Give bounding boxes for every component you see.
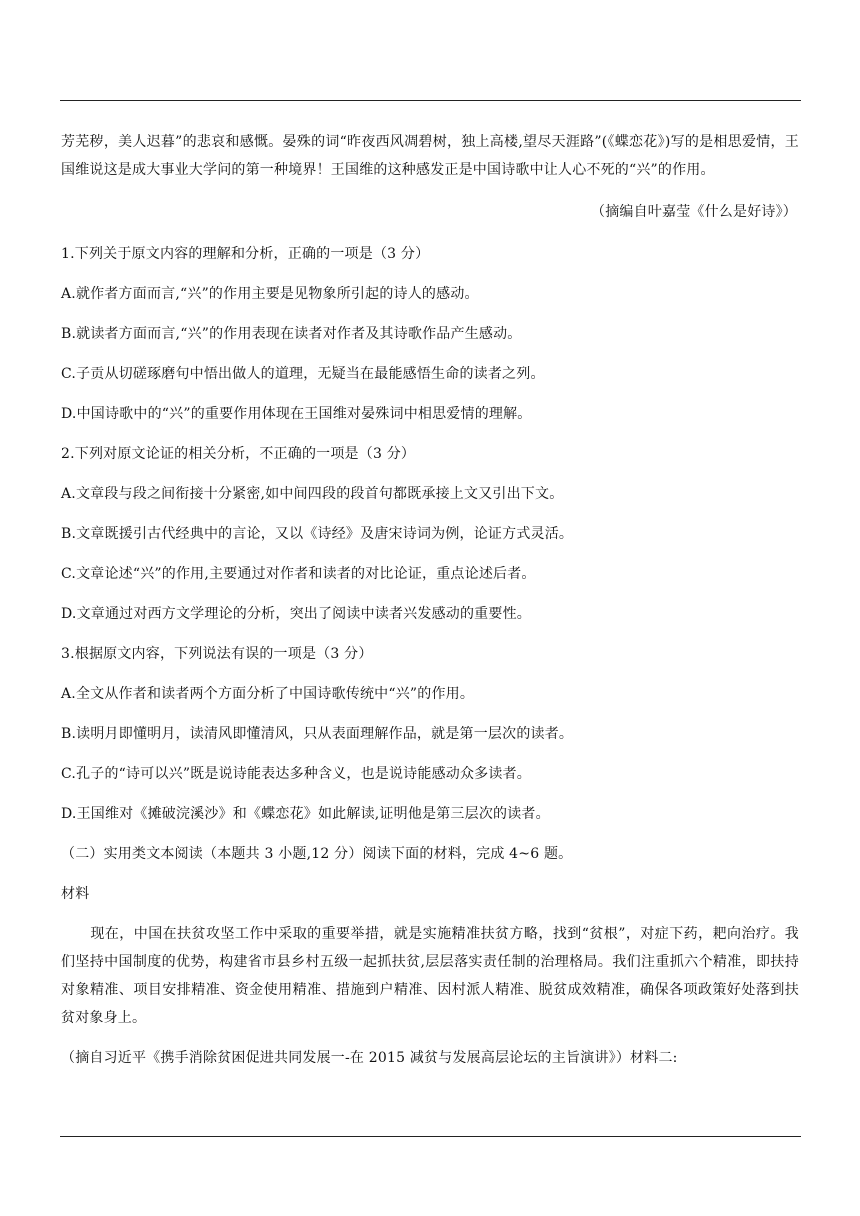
material-paragraph: 现在，中国在扶贫攻坚工作中采取的重要举措，就是实施精准扶贫方略，找到“贫根”，对症下药，耙向治疗。我们坚持中国制度的优势，构建省市县乡村五级一起抓扶贫,层层落实责任制的治理格局。我们注重抓六个精准，即扶持对象精准、项目安排精准、资金使用精准、措施到户精准、因村派人精准、脱贫成效精准，确保各项政策好处落到扶贫对象身上。: [61, 926, 799, 1026]
material-source-line: （摘自习近平《携手消除贫困促进共同发展一-在 2015 减贫与发展高层论坛的主旨演讲》）材料二:: [61, 1050, 678, 1066]
option-c: C.孔子的“诗可以兴”既是说诗能表达多种含义，也是说诗能感动众多读者。: [61, 766, 531, 782]
source-citation: （摘编自叶嘉莹《什么是好诗》）: [591, 204, 797, 220]
material-label: 材料: [61, 886, 90, 902]
document-body: [61, 128, 799, 1072]
option-c: C.文章论述“兴”的作用,主要通过对作者和读者的对比论证，重点论述后者。: [61, 566, 536, 582]
question-1: [61, 226, 799, 428]
option-a: A.全文从作者和读者两个方面分析了中国诗歌传统中“兴”的作用。: [61, 686, 475, 702]
intro-paragraph: 芳芜秽，美人迟暮”的悲哀和感慨。晏殊的词“昨夜西风凋碧树，独上高楼,望尽天涯路”(《蝶恋花》)写的是相思爱情，王国维说这是成大事业大学问的第一种境界！王国维的这种感发正是中国诗歌中让人心不死的“兴”的作用。: [61, 134, 799, 178]
question-3: [61, 628, 799, 828]
question-stem: 1.下列关于原文内容的理解和分析，正确的一项是（3 分）: [61, 246, 430, 262]
option-c: C.子贡从切磋琢磨句中悟出做人的道理，无疑当在最能感悟生命的读者之列。: [61, 366, 545, 382]
question-stem: 2.下列对原文论证的相关分析，不正确的一项是（3 分）: [61, 446, 416, 462]
section-heading: （二）实用类文本阅读（本题共 3 小题,12 分）阅读下面的材料，完成 4~6 题。: [61, 846, 573, 862]
option-b: B.读明月即懂明月，读清风即懂清风，只从表面理解作品，就是第一层次的读者。: [61, 726, 574, 742]
option-d: D.文章通过对西方文学理论的分析，突出了阅读中读者兴发感动的重要性。: [61, 606, 531, 622]
question-stem: 3.根据原文内容，下列说法有误的一项是（3 分）: [61, 646, 373, 662]
footer-rule: [60, 1136, 801, 1137]
option-b: B.文章既援引古代经典中的言论，又以《诗经》及唐宋诗词为例，论证方式灵活。: [61, 526, 574, 542]
option-d: D.王国维对《摊破浣溪沙》和《蝶恋花》如此解读,证明他是第三层次的读者。: [61, 806, 550, 822]
header-rule: [60, 100, 801, 101]
option-a: A.文章段与段之间衔接十分紧密,如中间四段的段首句都既承接上文又引出下文。: [61, 486, 564, 502]
option-a: A.就作者方面而言,“兴”的作用主要是见物象所引起的诗人的感动。: [61, 286, 479, 302]
option-b: B.就读者方面而言,“兴”的作用表现在读者对作者及其诗歌作品产生感动。: [61, 326, 522, 342]
question-2: [61, 428, 799, 628]
option-d: D.中国诗歌中的“兴”的重要作用体现在王国维对晏殊词中相思爱情的理解。: [61, 406, 532, 422]
